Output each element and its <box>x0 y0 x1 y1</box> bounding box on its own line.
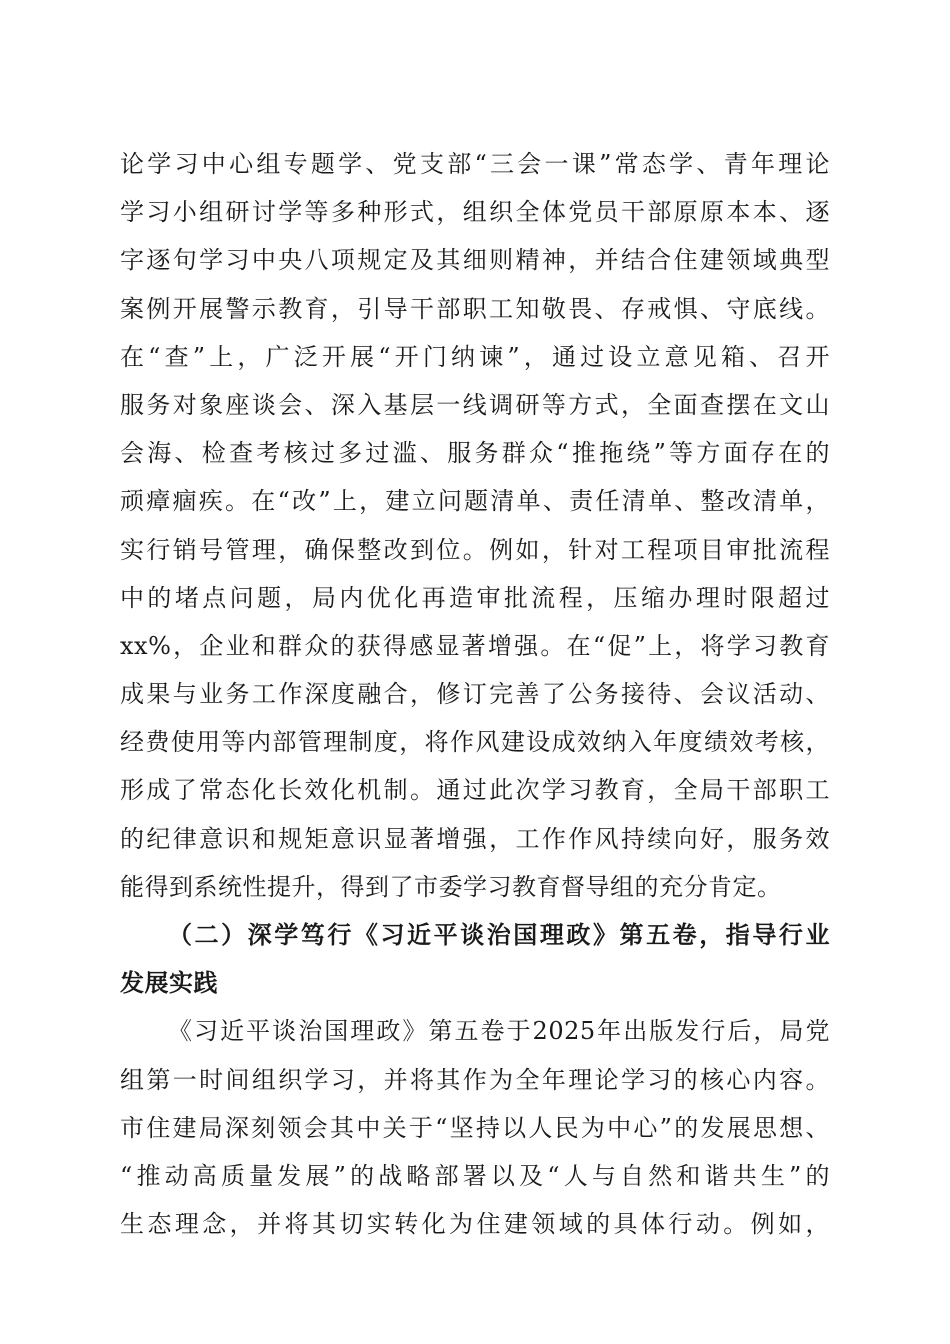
paragraph-line: “推动高质量发展”的战略部署以及“人与自然和谐共生”的 <box>120 1161 830 1190</box>
paragraph-line: 形成了常态化长效化机制。通过此次学习教育，全局干部职工 <box>120 776 830 805</box>
paragraph-line: 学习小组研讨学等多种形式，组织全体党员干部原原本本、逐 <box>120 198 830 227</box>
paragraph-line: 经费使用等内部管理制度，将作风建设成效纳入年度绩效考核， <box>120 728 830 757</box>
paragraph-line: 案例开展警示教育，引导干部职工知敬畏、存戒惧、守底线。 <box>120 294 830 323</box>
paragraph-line: 组第一时间组织学习，并将其作为全年理论学习的核心内容。 <box>120 1065 830 1094</box>
section-heading-line: 发展实践 <box>120 968 218 998</box>
paragraph-line: 服务对象座谈会、深入基层一线调研等方式，全面查摆在文山 <box>120 390 830 419</box>
paragraph-line: 会海、检查考核过多过滥、服务群众“推拖绕”等方面存在的 <box>120 439 830 468</box>
paragraph-line: 实行销号管理，确保整改到位。例如，针对工程项目审批流程 <box>120 535 830 564</box>
paragraph-line: xx%，企业和群众的获得感显著增强。在“促”上，将学习教育 <box>120 631 830 660</box>
body-text <box>120 140 830 1248</box>
paragraph-line: 在“查”上，广泛开展“开门纳谏”，通过设立意见箱、召开 <box>120 342 830 371</box>
paragraph-line: 的纪律意识和规矩意识显著增强，工作作风持续向好，服务效 <box>120 824 830 853</box>
paragraph-line: 论学习中心组专题学、党支部“三会一课”常态学、青年理论 <box>120 150 830 178</box>
paragraph-line: 成果与业务工作深度融合，修订完善了公务接待、会议活动、 <box>120 680 830 709</box>
paragraph-line: 中的堵点问题，局内优化再造审批流程，压缩办理时限超过 <box>120 583 830 612</box>
paragraph-line: 生态理念，并将其切实转化为住建领域的具体行动。例如， <box>120 1210 830 1239</box>
section-heading-line: （二）深学笃行《习近平谈治国理政》第五卷，指导行业 <box>168 920 830 949</box>
paragraph-line: 顽瘴痼疾。在“改”上，建立问题清单、责任清单、整改清单， <box>120 487 830 516</box>
paragraph-line: 市住建局深刻领会其中关于“坚持以人民为中心”的发展思想、 <box>120 1113 830 1142</box>
paragraph-line: 《习近平谈治国理政》第五卷于2025年出版发行后，局党 <box>168 1017 830 1046</box>
paragraph-line: 能得到系统性提升，得到了市委学习教育督导组的充分肯定。 <box>120 872 782 901</box>
paragraph-line: 字逐句学习中央八项规定及其细则精神，并结合住建领域典型 <box>120 246 830 275</box>
